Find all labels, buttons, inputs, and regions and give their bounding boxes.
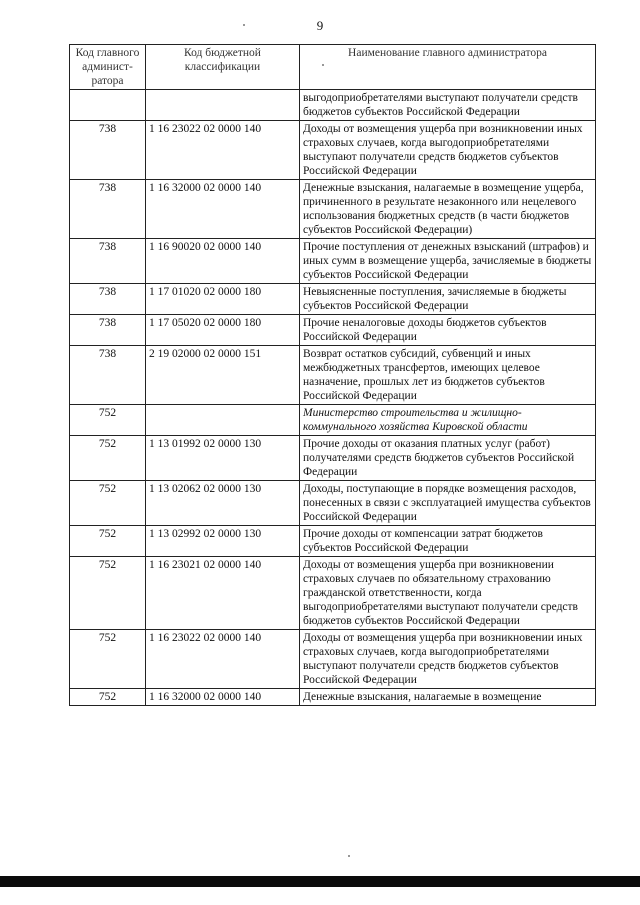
- header-admin-code: Код главного админист-ратора: [70, 45, 146, 90]
- header-budget-code: Код бюджетной классификации: [146, 45, 300, 90]
- ministry-row: [70, 405, 596, 436]
- admin-code-cell: 738: [70, 315, 146, 346]
- budget-code-cell: 1 13 02992 02 0000 130: [146, 526, 300, 557]
- budget-code-cell: 1 16 23022 02 0000 140: [146, 630, 300, 689]
- admin-code-cell: 738: [70, 180, 146, 239]
- admin-code-cell: 752: [70, 526, 146, 557]
- scan-edge-bar: [0, 876, 640, 887]
- budget-code-cell: 1 16 32000 02 0000 140: [146, 180, 300, 239]
- budget-code-cell: 1 16 23021 02 0000 140: [146, 557, 300, 630]
- table-row: [70, 630, 596, 689]
- admin-code-cell: 752: [70, 689, 146, 706]
- budget-code-cell: [146, 90, 300, 121]
- administrator-name-cell: Невыясненные поступления, зачисляемые в бюджеты субъектов Российской Федерации: [300, 284, 596, 315]
- table-body: [70, 90, 596, 706]
- administrator-name-cell: Доходы от возмещения ущерба при возникновении страховых случаев по обязательному страхованию гражданской ответственности, когда выгодоприобретателями выступают получатели средств бюджетов субъектов Российской Федерации: [300, 557, 596, 630]
- table-row: [70, 121, 596, 180]
- table-row: [70, 90, 596, 121]
- admin-code-cell: 752: [70, 630, 146, 689]
- budget-code-cell: 1 13 01992 02 0000 130: [146, 436, 300, 481]
- budget-code-cell: 1 17 05020 02 0000 180: [146, 315, 300, 346]
- budget-code-cell: 1 17 01020 02 0000 180: [146, 284, 300, 315]
- admin-code-cell: 738: [70, 284, 146, 315]
- budget-code-cell: 1 16 32000 02 0000 140: [146, 689, 300, 706]
- scan-speck: [348, 855, 350, 857]
- administrator-name-cell: Министерство строительства и жилищно-коммунального хозяйства Кировской области: [300, 405, 596, 436]
- table-row: [70, 481, 596, 526]
- administrator-name-cell: Денежные взыскания, налагаемые в возмещение ущерба, причиненного в результате незаконного или нецелевого использования бюджетных средств (в части бюджетов субъектов Российской Федерации): [300, 180, 596, 239]
- budget-code-cell: 1 13 02062 02 0000 130: [146, 481, 300, 526]
- table-row: [70, 315, 596, 346]
- administrator-name-cell: Денежные взыскания, налагаемые в возмещение: [300, 689, 596, 706]
- administrator-name-cell: Прочие неналоговые доходы бюджетов субъектов Российской Федерации: [300, 315, 596, 346]
- table-row: [70, 526, 596, 557]
- header-administrator-name: Наименование главного администратора: [300, 45, 596, 90]
- page-number: 9: [316, 18, 324, 33]
- table-row: [70, 346, 596, 405]
- table-row: [70, 180, 596, 239]
- admin-code-cell: 738: [70, 121, 146, 180]
- admin-code-cell: [70, 90, 146, 121]
- administrator-name-cell: Доходы от возмещения ущерба при возникновении иных страховых случаев, когда выгодоприобретателями выступают получатели средств бюджетов субъектов Российской Федерации: [300, 121, 596, 180]
- budget-code-cell: 1 16 90020 02 0000 140: [146, 239, 300, 284]
- administrator-name-cell: Возврат остатков субсидий, субвенций и иных межбюджетных трансфертов, имеющих целевое назначение, прошлых лет из бюджетов субъектов Российской Федерации: [300, 346, 596, 405]
- header-row: [70, 45, 596, 90]
- admin-code-cell: 752: [70, 481, 146, 526]
- table-row: [70, 689, 596, 706]
- table-row: [70, 284, 596, 315]
- administrator-name-cell: Прочие доходы от компенсации затрат бюджетов субъектов Российской Федерации: [300, 526, 596, 557]
- administrator-name-cell: выгодоприобретателями выступают получатели средств бюджетов субъектов Российской Федерации: [300, 90, 596, 121]
- admin-code-cell: 752: [70, 557, 146, 630]
- admin-code-cell: 752: [70, 436, 146, 481]
- budget-code-cell: [146, 405, 300, 436]
- administrator-name-cell: Доходы от возмещения ущерба при возникновении иных страховых случаев, когда выгодоприобретателями выступают получатели средств бюджетов субъектов Российской Федерации: [300, 630, 596, 689]
- administrator-name-cell: Доходы, поступающие в порядке возмещения расходов, понесенных в связи с эксплуатацией имущества субъектов Российской Федерации: [300, 481, 596, 526]
- table-row: [70, 436, 596, 481]
- administrator-name-cell: Прочие доходы от оказания платных услуг (работ) получателями средств бюджетов субъектов Российской Федерации: [300, 436, 596, 481]
- budget-code-cell: 1 16 23022 02 0000 140: [146, 121, 300, 180]
- budget-administrators-table: [69, 44, 596, 706]
- scan-speck: [322, 64, 324, 66]
- admin-code-cell: 738: [70, 346, 146, 405]
- admin-code-cell: 738: [70, 239, 146, 284]
- budget-code-cell: 2 19 02000 02 0000 151: [146, 346, 300, 405]
- admin-code-cell: 752: [70, 405, 146, 436]
- table-row: [70, 557, 596, 630]
- table-header: [70, 45, 596, 90]
- scan-speck: [243, 24, 245, 26]
- table-row: [70, 239, 596, 284]
- administrator-name-cell: Прочие поступления от денежных взысканий (штрафов) и иных сумм в возмещение ущерба, зачисляемые в бюджеты субъектов Российской Федерации: [300, 239, 596, 284]
